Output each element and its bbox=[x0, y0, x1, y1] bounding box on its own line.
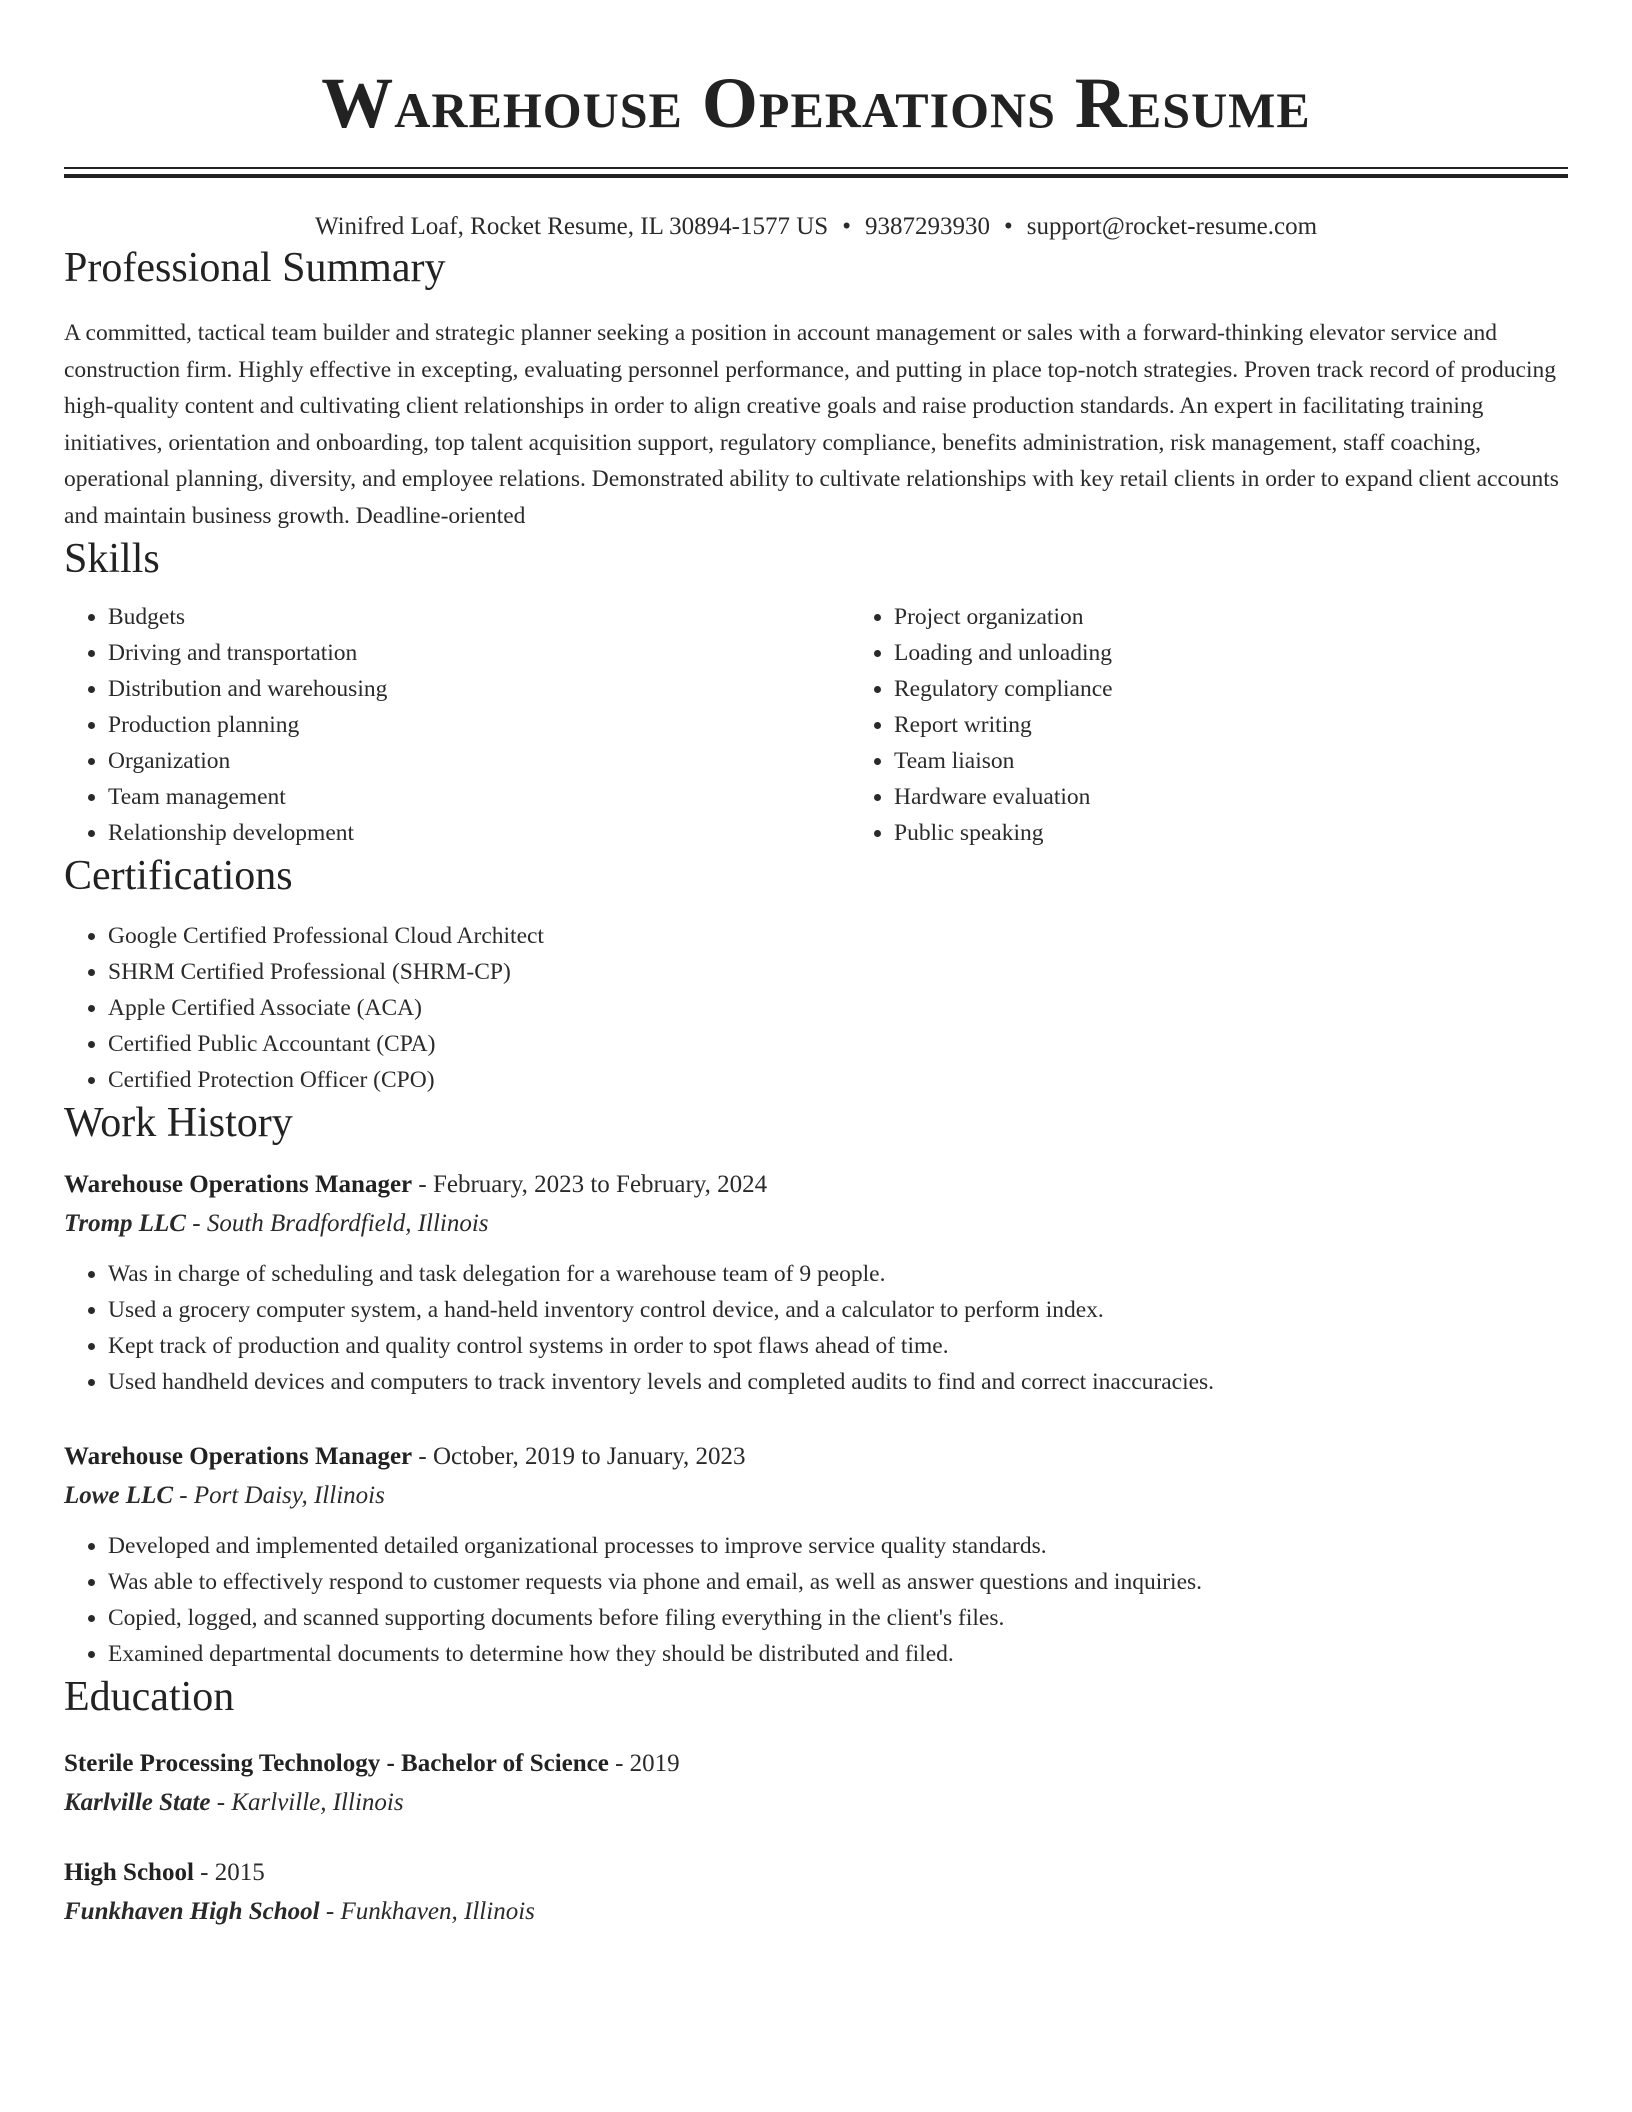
skill-item: • Production planning bbox=[108, 707, 850, 743]
school-location: - Karlville, Illinois bbox=[210, 1789, 404, 1816]
school-location: - Funkhaven, Illinois bbox=[319, 1898, 535, 1925]
job-dates: - February, 2023 to February, 2024 bbox=[412, 1171, 768, 1198]
skills-list-right bbox=[850, 599, 1113, 851]
employer-name: Tromp LLC bbox=[64, 1210, 186, 1237]
job-duty: • Examined departmental documents to determine how they should be distributed and filed. bbox=[108, 1636, 1568, 1672]
degree-line bbox=[64, 1744, 1568, 1783]
skill-item: • Relationship development bbox=[108, 815, 850, 851]
job-duty: • Used handheld devices and computers to track inventory levels and completed audits to find and correct inaccuracies. bbox=[108, 1364, 1568, 1400]
school-name: Funkhaven High School bbox=[64, 1898, 320, 1925]
graduation-year: - 2015 bbox=[193, 1859, 265, 1886]
certification-item: • Certified Public Accountant (CPA) bbox=[108, 1026, 1568, 1062]
skill-item: • Driving and transportation bbox=[108, 635, 850, 671]
degree-name: Sterile Processing Technology - Bachelor of Science bbox=[64, 1750, 609, 1777]
contact-separator: • bbox=[1003, 213, 1013, 240]
job-duty: • Copied, logged, and scanned supporting documents before filing everything in the client's files. bbox=[108, 1600, 1568, 1636]
skill-item: • Team management bbox=[108, 779, 850, 815]
employer-line bbox=[64, 1476, 1568, 1515]
employer-name: Lowe LLC bbox=[64, 1482, 174, 1509]
school-line bbox=[64, 1783, 1568, 1822]
work-history-heading: Work History bbox=[64, 1100, 293, 1146]
job-duty: • Used a grocery computer system, a hand-held inventory control device, and a calculator to perform index. bbox=[108, 1292, 1568, 1328]
certification-item: • Apple Certified Associate (ACA) bbox=[108, 990, 1568, 1026]
certification-item: • SHRM Certified Professional (SHRM-CP) bbox=[108, 954, 1568, 990]
contact-separator: • bbox=[842, 213, 851, 240]
school-name: Karlville State bbox=[64, 1789, 211, 1816]
certifications-heading: Certifications bbox=[64, 853, 293, 899]
job-duty: • Developed and implemented detailed organizational processes to improve service quality standards. bbox=[108, 1528, 1568, 1564]
job-title-line bbox=[64, 1437, 1568, 1476]
contact-line bbox=[64, 211, 1568, 243]
employer-location: - South Bradfordfield, Illinois bbox=[186, 1210, 489, 1237]
skill-item: • Regulatory compliance bbox=[894, 671, 1113, 707]
education-entry bbox=[64, 1853, 1568, 1931]
skill-item: • Report writing bbox=[894, 707, 1113, 743]
skills-heading: Skills bbox=[64, 536, 160, 582]
job-entry bbox=[64, 1437, 1568, 1672]
summary-text: A committed, tactical team builder and strategic planner seeking a position in account management or sales with a forward-thinking elevator service and construction firm. Highly effective in excepting, evaluating personnel performance, and putting in place top-notch strategies. Proven track record of producing high-quality content and cultivating client relationships in order to align creative goals and raise production standards. An expert in facilitating training initiatives, orientation and onboarding, top talent acquisition support, regulatory compliance, benefits administration, risk management, staff coaching, operational planning, diversity, and employee relations. Demonstrated ability to cultivate relationships with key retail clients in order to expand client accounts and maintain business growth. Deadline-oriented bbox=[64, 320, 1559, 529]
school-line bbox=[64, 1892, 1568, 1931]
job-duty: • Kept track of production and quality control systems in order to spot flaws ahead of time. bbox=[108, 1328, 1568, 1364]
skill-item: • Team liaison bbox=[894, 743, 1113, 779]
resume-title: Warehouse Operations Resume bbox=[321, 63, 1311, 143]
job-duties-list bbox=[64, 1528, 1568, 1672]
certification-item: • Google Certified Professional Cloud Architect bbox=[108, 918, 1568, 954]
skills-list-left bbox=[64, 599, 850, 851]
job-title-line bbox=[64, 1165, 1568, 1204]
degree-line bbox=[64, 1853, 1568, 1892]
contact-email[interactable]: support@rocket-resume.com bbox=[1026, 213, 1318, 240]
certifications-list bbox=[64, 918, 1568, 1098]
education-heading: Education bbox=[64, 1674, 235, 1720]
contact-address: Winifred Loaf, Rocket Resume, IL 30894-1577 US bbox=[314, 213, 829, 240]
employer-location: - Port Daisy, Illinois bbox=[173, 1482, 385, 1509]
job-dates: - October, 2019 to January, 2023 bbox=[412, 1443, 746, 1470]
employer-line bbox=[64, 1204, 1568, 1243]
skill-item: • Loading and unloading bbox=[894, 635, 1113, 671]
skill-item: • Distribution and warehousing bbox=[108, 671, 850, 707]
summary-heading: Professional Summary bbox=[64, 245, 446, 291]
title-divider bbox=[64, 167, 1568, 178]
skill-item: • Hardware evaluation bbox=[894, 779, 1113, 815]
job-duty: • Was in charge of scheduling and task delegation for a warehouse team of 9 people. bbox=[108, 1256, 1568, 1292]
graduation-year: - 2019 bbox=[608, 1750, 680, 1777]
job-duty: • Was able to effectively respond to customer requests via phone and email, as well as answer questions and inquiries. bbox=[108, 1564, 1568, 1600]
job-title: Warehouse Operations Manager bbox=[64, 1171, 413, 1198]
skill-item: • Public speaking bbox=[894, 815, 1113, 851]
skills-columns bbox=[64, 599, 1568, 851]
education-entry bbox=[64, 1744, 1568, 1822]
skill-item: • Budgets bbox=[108, 599, 850, 635]
contact-phone[interactable]: 9387293930 bbox=[864, 213, 990, 240]
skill-item: • Project organization bbox=[894, 599, 1113, 635]
certification-item: • Certified Protection Officer (CPO) bbox=[108, 1062, 1568, 1098]
job-duties-list bbox=[64, 1256, 1568, 1400]
skill-item: • Organization bbox=[108, 743, 850, 779]
job-title: Warehouse Operations Manager bbox=[64, 1443, 413, 1470]
job-entry bbox=[64, 1165, 1568, 1400]
degree-name: High School bbox=[64, 1859, 194, 1886]
